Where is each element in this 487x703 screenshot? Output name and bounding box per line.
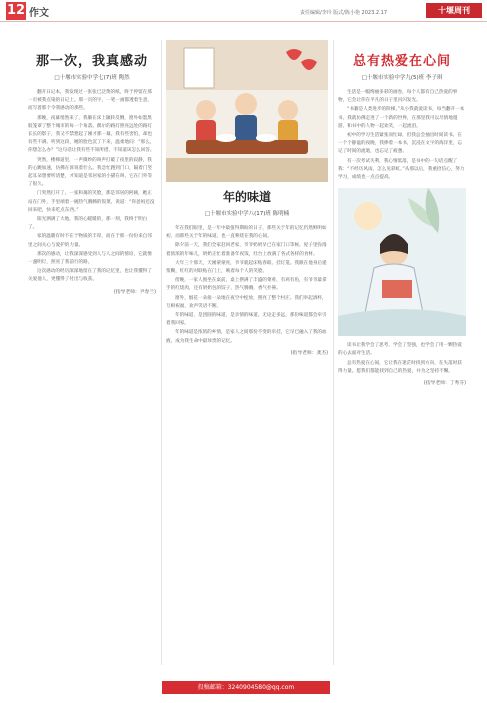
article-right-paragraph: 初中的学习生活紧张而忙碌，但我总会抽出时间读书。在一个个静谧的夜晚，我捧着一本书，沉浸在文字的海洋里，忘记了时间的流逝，也忘记了疲惫。	[338, 133, 463, 155]
submission-email: 投稿邮箱：3240904580@qq.com	[162, 681, 330, 694]
article-right-paragraph: 读书让我学会了思考，学会了坚强，也学会了用一颗热爱的心去面对生活。	[338, 343, 462, 357]
article-middle-paragraph: 大年三十那天，天刚蒙蒙亮，爷爷就起床贴春联、挂灯笼。我跟在他身后递浆糊，红红的对联贴在门上，映着每个人的笑脸。	[166, 260, 327, 275]
article-right-paragraph: 总有热爱在心间，它让我在迷茫时找到方向，在失落时获得力量。愿我们都能找到自己的热爱，并为之坚持不懈。	[338, 360, 462, 374]
article-left-paragraph: 门突然打开了，一张和蔼的笑脸，那是邻居的阿姨，她正站在门外，手里端着一碗热气腾腾的饭菜，说道：“你爸妈还没回来吧，快来吃点东西。”	[28, 191, 155, 213]
article-middle-paragraph: 窗外，烟花一朵接一朵地在夜空中绽放，照亮了整个村庄。我们举起酒杯，互相祝福，欢声笑语不断。	[166, 295, 327, 309]
article-middle-paragraph: 除夕前一天，我们全家赶回老家，爷爷奶奶早已在家门口等候。屋子里弥漫着浓浓的年味儿，奶奶正忙着准备年夜饭，灶台上放满了各式各样的食材。	[166, 243, 327, 257]
article-left	[28, 50, 156, 295]
family-dinner-illustration	[166, 40, 328, 182]
editor-meta: 责任编辑/李玲 版式/陈小艳 2023.2.17	[300, 10, 387, 16]
article-left-byline: □十堰市实验中学七(7)班 陶然	[54, 75, 130, 81]
article-middle	[166, 40, 328, 356]
article-right-paragraph: “书籍是人类进步的阶梯。”从小我就爱读书，每当翻开一本书，我就仿佛走进了一个新的世界，在那里我可以尽情地遨游，和书中的人物一起欢笑，一起流泪。	[338, 107, 465, 129]
page-header	[0, 0, 487, 22]
article-left-paragraph: 突然，楼梯道里，一声微妙的叫声打破了夜里的寂静，我的心跳加速，仿佛在诉说着什么。我急忙跑到门口，隔着门竖起耳朵想要听清楚，才知道是邻居家的小猫在叫，它在门外等了很久。	[28, 157, 153, 188]
girl-reading-illustration	[338, 188, 466, 336]
article-right-paragraph: 有一次考试失利，我心情低落，是书中的一句话点醒了我：“不经历风雨，怎么见彩虹。”从那以后，我重拾信心，努力学习，成绩也一点点提高。	[338, 158, 465, 181]
column-divider-right	[333, 40, 334, 665]
article-middle-paragraph: 年在我们眼里，是一年中最值得期盼的日子，那些关于年的记忆仍然鲜明如初，而那些关于年的味道，也一直萦绕在我的心间。	[166, 226, 327, 240]
article-middle-byline: □十堰市实验中学八(17)班 陈明楠	[204, 211, 290, 217]
article-right-byline: □十堰市实验中学九(5)班 李子琪	[361, 75, 443, 81]
article-middle-paragraph: 年的味道，是团圆的味道，是亲情的味道。无论走多远，那份味道都会牵引着我回家。	[166, 313, 327, 327]
article-left-paragraph: 阳光洒满了大地，我的心暖暖的，那一刻，我终于明白了。	[28, 217, 148, 231]
article-left-paragraph: 这次感动的经历深深地留在了我的记忆里，也让我懂得了关爱他人，更懂得了付出与收获。	[28, 269, 152, 283]
article-left-paragraph: 那晚，夜幕悄然来了，我躺在床上辗转反侧，窗外如墨黑般笼罩了整个城市的每一个角落。偶尔的路灯照亮远处的路灯长长的影子，我又不禁想起了刚才那一幕，我有些害怕，却也有些不满。听到这段，她的脸色沉了下来，温柔地问：“那么，你想怎么办？”这句话让我有些不知所措，不知道该怎么回答。	[28, 115, 155, 154]
article-left-paragraph: 家的温暖有时不在于物质的丰厚，而在于那一份份来自邻里之间关心与爱护的力量。	[28, 234, 152, 248]
article-middle-title: 年的味道	[222, 190, 271, 204]
article-right	[338, 50, 466, 386]
article-right-editor: (指导老师：丁秀芬)	[423, 381, 466, 387]
section-title: 作文	[29, 8, 49, 19]
article-left-title: 那一次，我真感动	[35, 54, 148, 69]
article-left-paragraph: 那次的感动，让我深深感受到人与人之间的情谊，它就像一盏明灯，照亮了我前行的路。	[28, 251, 152, 266]
article-left-editor: (指导老师：尹春兰)	[113, 289, 156, 295]
article-middle-editor: (指导老师：龚杰)	[290, 350, 328, 356]
page-number: 12	[6, 3, 26, 18]
brand-logo: 十堰周刊	[426, 3, 482, 18]
column-divider-left	[161, 40, 162, 665]
article-middle-paragraph: 傍晚，一家人围坐在桌前，桌上摆满了丰盛的菜肴，有鸡有鱼，有爷爷最拿手的红烧肉，还有奶奶包的饺子，热气腾腾，香气扑鼻。	[166, 278, 327, 292]
article-right-title: 总有热爱在心间	[352, 54, 451, 69]
article-middle-paragraph: 年的味道是浓浓的乡情，是家人之间那份不变的牵挂，它早已融入了我的血液，成为我生命中最珍贵的记忆。	[166, 330, 327, 344]
article-left-paragraph: 翻开日记本，我发现过一张张已泛黄的纸，终于停留在那一页被我点染的日记上。那一页的字，一笔一画都透着生意，而写着那个令我感动的那些。	[28, 90, 153, 112]
article-right-paragraph: 生活是一幅绚丽多彩的画卷，每个人都有自己热爱的事物，它会让你在平凡的日子里闪闪发光。	[338, 90, 458, 104]
